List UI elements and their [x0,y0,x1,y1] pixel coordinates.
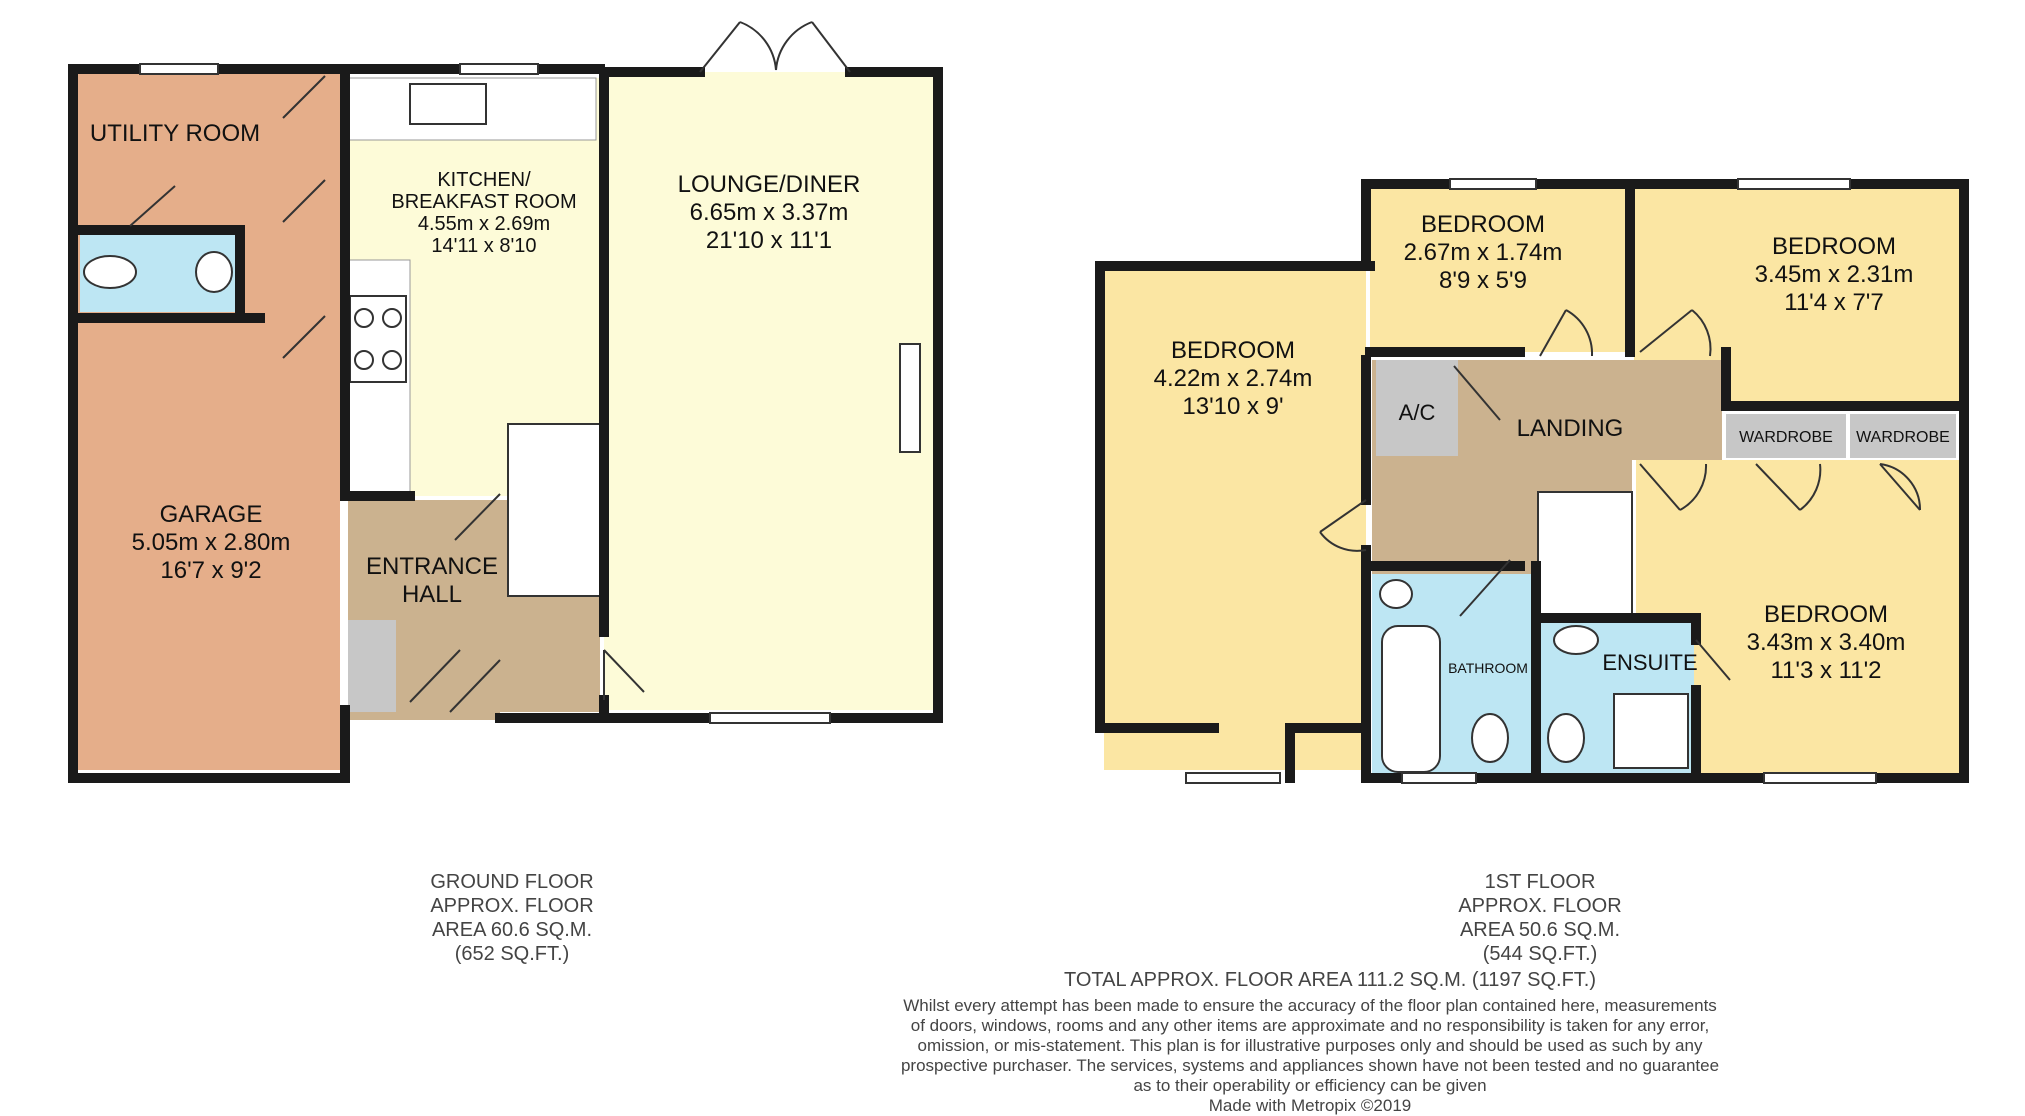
window [1402,773,1476,783]
kitchen-label-line1: KITCHEN/ [437,169,531,191]
entrance-hall-label-line2: HALL [401,581,463,608]
disclaimer-line2: of doors, windows, rooms and any other items are approximate and no responsibility is taken for any error, [910,1016,1710,1035]
stairs-ground [508,424,600,596]
first-floor-caption-line2: APPROX. FLOOR [1458,895,1622,917]
ground-floor-caption-line2: APPROX. FLOOR [430,895,594,917]
landing-label: LANDING [1516,415,1624,442]
garage-label: GARAGE [159,501,263,528]
disclaimer [860,996,1760,1116]
shower-tray-icon [1614,694,1688,768]
stairs-first [1538,492,1632,618]
basin-icon [196,252,232,292]
toilet-icon [1472,714,1508,762]
bath-icon [1382,626,1440,772]
bedroom-right-imperial: 11'4 x 7'7 [1784,289,1884,316]
kitchen-metric: 4.55m x 2.69m [417,213,551,235]
ground-floor-caption-line3: AREA 60.6 SQ.M. [431,919,593,941]
basin-icon [1554,626,1598,654]
kitchen-label-line2: BREAKFAST ROOM [391,191,577,213]
ground-floor-caption-line1: GROUND FLOOR [430,871,594,893]
bedroom-master-label: BEDROOM [1763,601,1889,628]
lounge-floor [604,72,934,710]
wardrobe-2-label: WARDROBE [1856,429,1950,446]
garage-imperial: 16'7 x 9'2 [160,557,262,584]
first-floor-caption-line1: 1ST FLOOR [1484,871,1596,893]
first-floor-caption [1420,870,1660,966]
hob-icon [350,296,406,382]
bedroom-right-label: BEDROOM [1771,233,1897,260]
ground-floor-caption-line4: (652 SQ.FT.) [454,943,570,965]
toilet-icon [1548,714,1584,762]
window [710,713,830,723]
kitchen-imperial: 14'11 x 8'10 [431,235,537,257]
hall-cupboard [348,620,396,712]
bedroom-master-imperial: 11'3 x 11'2 [1770,657,1882,684]
ground-floor-caption [392,870,632,966]
ac-label: A/C [1398,400,1436,425]
window [460,64,538,74]
credit: Made with Metropix ©2019 [1208,1096,1412,1115]
disclaimer-line5: as to their operability or efficiency can be given [1133,1076,1487,1095]
lounge-metric: 6.65m x 3.37m [689,199,849,226]
sink-icon [410,84,486,124]
first-floor-caption-line3: AREA 50.6 SQ.M. [1459,919,1621,941]
window [1764,773,1876,783]
bedroom-right-metric: 3.45m x 2.31m [1754,261,1914,288]
window [1450,179,1536,189]
disclaimer-line4: prospective purchaser. The services, systems and appliances shown have not been tested and no guarantee [900,1056,1720,1075]
bedroom-small-metric: 2.67m x 1.74m [1403,239,1563,266]
bedroom-small-label: BEDROOM [1420,211,1546,238]
ensuite-label: ENSUITE [1602,650,1698,675]
disclaimer-line1: Whilst every attempt has been made to ensure the accuracy of the floor plan contained here, measurements [903,996,1717,1015]
fireplace-icon [900,344,920,452]
lounge-label: LOUNGE/DINER [677,171,861,198]
window [140,64,218,74]
bedroom-large-metric: 4.22m x 2.74m [1153,365,1313,392]
wardrobe-1-label: WARDROBE [1739,429,1833,446]
bathroom-label: BATHROOM [1448,660,1528,676]
lounge-imperial: 21'10 x 11'1 [705,227,833,254]
entrance-hall-label-line1: ENTRANCE [365,553,499,580]
disclaimer-line3: omission, or mis-statement. This plan is for illustrative purposes only and should be used as such by any [917,1036,1703,1055]
utility-room-label: UTILITY ROOM [89,120,261,147]
first-floor-caption-line4: (544 SQ.FT.) [1482,943,1598,965]
bedroom-large-imperial: 13'10 x 9' [1182,393,1284,420]
bedroom-large-label: BEDROOM [1170,337,1296,364]
garage-metric: 5.05m x 2.80m [131,529,291,556]
window [1738,179,1850,189]
toilet-icon [84,256,136,288]
total-area: TOTAL APPROX. FLOOR AREA 111.2 SQ.M. (1197 SQ.FT.) [1063,969,1597,991]
bedroom-master-metric: 3.43m x 3.40m [1746,629,1906,656]
basin-icon [1380,580,1412,608]
window [1186,773,1280,783]
bedroom-small-imperial: 8'9 x 5'9 [1439,267,1527,294]
